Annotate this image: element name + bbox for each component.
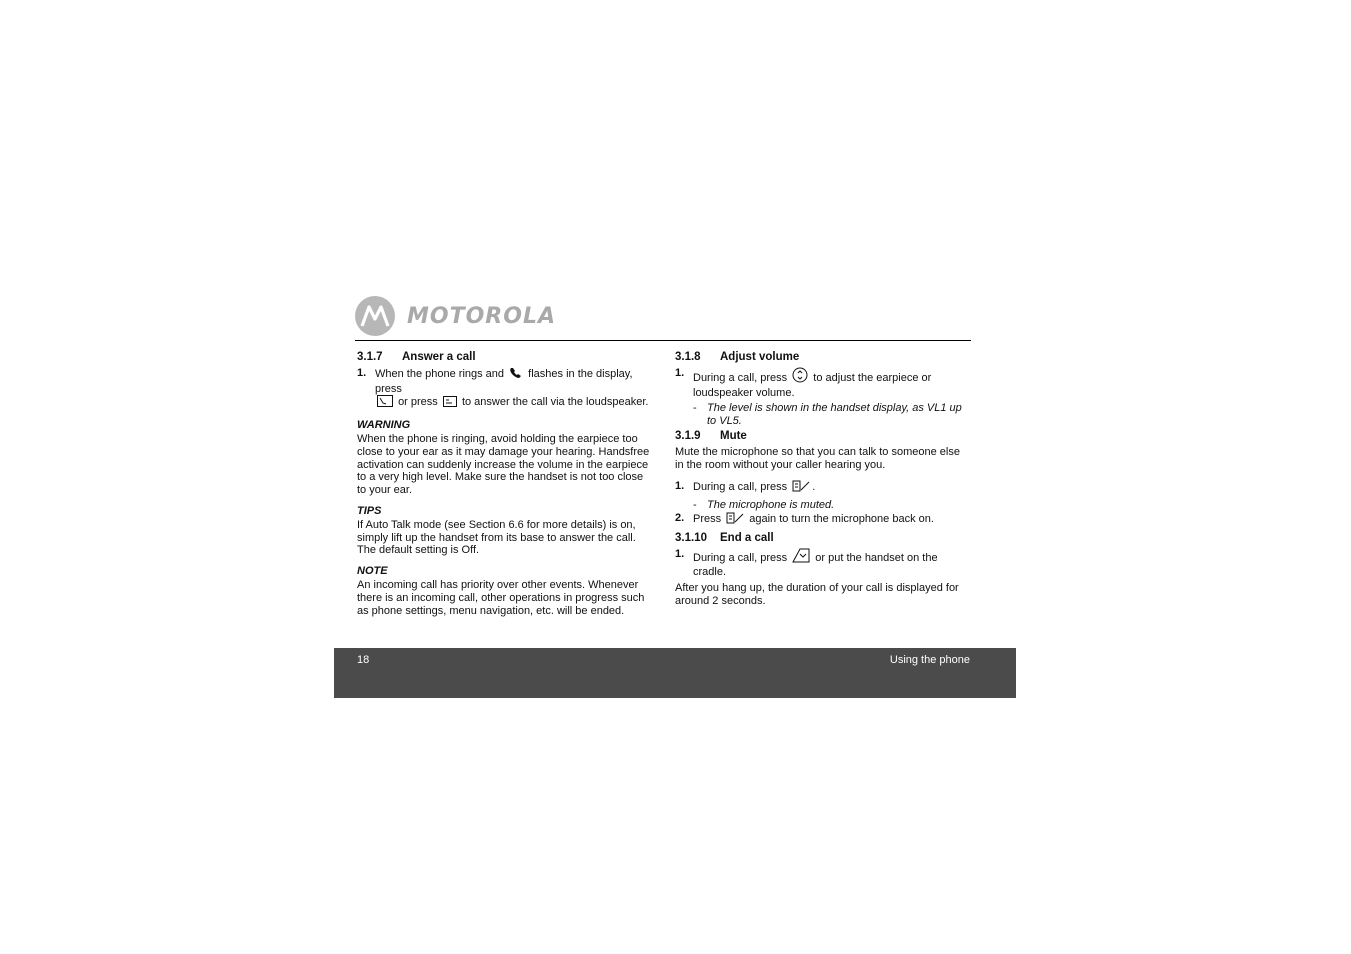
mute-softkey-icon [792, 480, 810, 496]
mute-step-1: 1. During a call, press . [675, 480, 971, 496]
phone-ringing-icon [509, 367, 523, 383]
answer-step-1: 1. When the phone rings and flashes in the display, press or press to answer the call via the loudspeaker. [357, 367, 653, 411]
nav-volume-icon [792, 367, 808, 387]
motorola-logo [355, 295, 556, 337]
end-note: After you hang up, the duration of your call is displayed for around 2 seconds. [675, 582, 959, 607]
left-column [357, 351, 653, 623]
end-step-1: 1. During a call, press or put the handset on the cradle. [675, 547, 938, 579]
warning-text: When the phone is ringing, avoid holding the earpiece too close to your ear as it may damage your hearing. Handsfree activation can suddenly increase the volume in the earpiece to a very high level. Make sure the handset is not too close to your ear. [357, 432, 650, 497]
mute-intro: Mute the microphone so that you can talk to someone else in the room without your caller hearing you. [675, 445, 960, 471]
heading-adjust-volume: 3.1.8 Adjust volume [675, 351, 800, 363]
heading-answer-call: 3.1.7 Answer a call [357, 351, 476, 363]
brand-wordmark: MOTOROLA [407, 303, 556, 329]
header-rule [355, 340, 971, 341]
note-label: NOTE [357, 565, 388, 578]
volume-sub-note: - The level is shown in the handset display, as VL1 up to VL5. [693, 402, 962, 428]
talk-key-icon [377, 395, 393, 411]
mute-softkey-icon [726, 512, 744, 528]
right-column [675, 351, 971, 614]
page-number: 18 [357, 654, 370, 666]
page-footer [334, 648, 1016, 698]
volume-step-1: 1. During a call, press to adjust the earpiece or loudspeaker volume. [675, 366, 932, 399]
speaker-key-icon [443, 396, 457, 411]
tips-label: TIPS [357, 504, 382, 517]
heading-end-call: 3.1.10 End a call [675, 531, 774, 544]
tips-text: If Auto Talk mode (see Section 6.6 for more details) is on, simply lift up the handset from its base to answer the call. The default setting is Off. [357, 518, 636, 557]
end-key-icon [792, 548, 810, 567]
section-title: Using the phone [889, 654, 970, 666]
note-text: An incoming call has priority over other events. Whenever there is an incoming call, other operations in progress such as phone settings, menu navigation, etc. will be ended. [357, 578, 645, 617]
heading-mute: 3.1.9 Mute [675, 429, 747, 442]
mute-step-2: 2. Press again to turn the microphone back on. [675, 512, 971, 528]
motorola-logo-icon [355, 296, 395, 336]
mute-sub-note: - The microphone is muted. [693, 499, 835, 512]
warning-label: WARNING [357, 419, 411, 432]
